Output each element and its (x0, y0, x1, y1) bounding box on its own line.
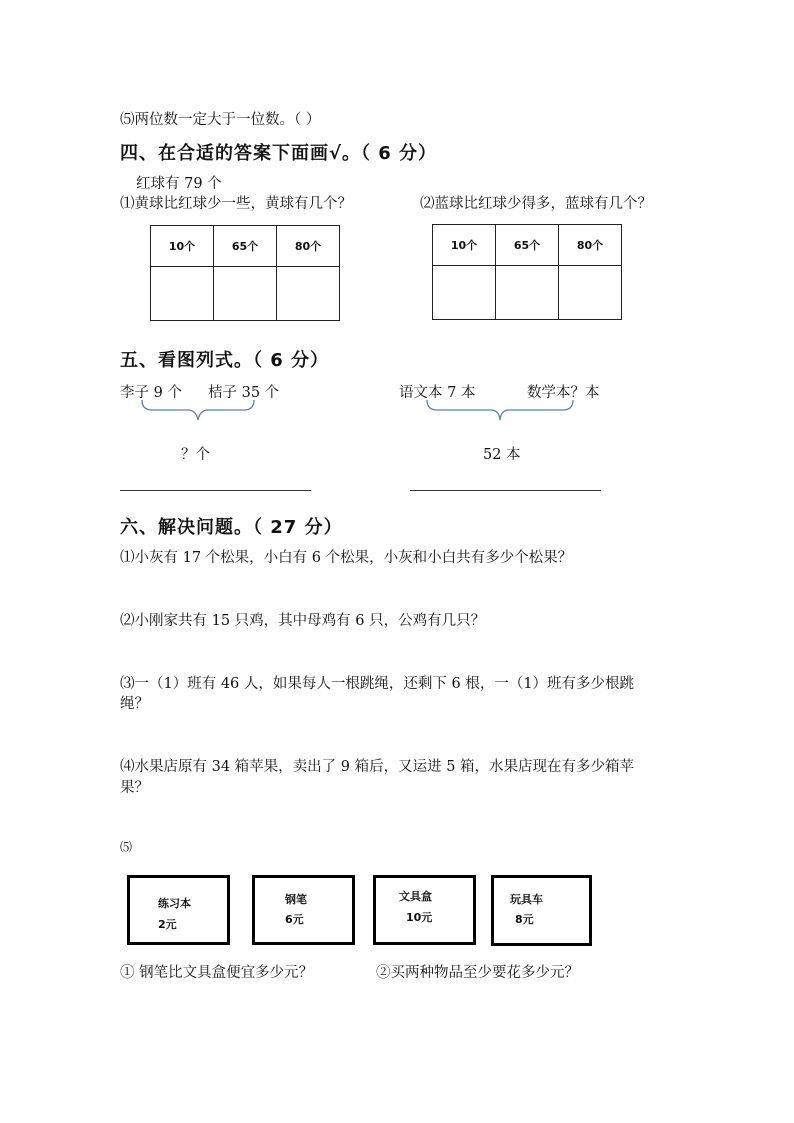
option-cell: 80个 (559, 225, 622, 266)
problem-5-label: ⑸ (120, 840, 133, 854)
problem-4-line-2: 果？ (120, 780, 149, 796)
item-name: 练习本 (158, 897, 191, 910)
right-brace (425, 398, 575, 424)
item-card-pencil-case (373, 875, 476, 945)
option-cell: 65个 (496, 225, 559, 266)
answer-line-right[interactable] (410, 490, 601, 491)
answer-cell[interactable] (277, 267, 340, 321)
problem-4-line-1: ⑷水果店原有 34 箱苹果，卖出了 9 箱后，又运进 5 箱，水果店现在有多少箱苹 (120, 759, 635, 775)
section-6-heading: 六、解决问题。（ 27 分） (120, 517, 343, 538)
item-price: 2元 (158, 918, 177, 931)
section-4-question-1: ⑴黄球比红球少一些，黄球有几个？ (120, 196, 352, 212)
right-total-label: 52 本 (483, 447, 521, 463)
answer-table-2 (432, 224, 622, 320)
left-total-label: ？个 (181, 447, 210, 463)
section-4-intro: 红球有 79 个 (136, 176, 222, 192)
option-cell: 65个 (214, 226, 277, 267)
option-cell: 10个 (151, 226, 214, 267)
item-name: 文具盒 (399, 890, 432, 903)
item-card-pen (252, 875, 355, 945)
oranges-label: 桔子 35 个 (208, 385, 280, 401)
problem-2: ⑵小刚家共有 15 只鸡，其中母鸡有 6 只，公鸡有几只？ (120, 613, 486, 629)
plums-label: 李子 9 个 (120, 385, 182, 401)
option-cell: 10个 (433, 225, 496, 266)
answer-cell[interactable] (496, 266, 559, 320)
answer-cell[interactable] (214, 267, 277, 321)
problem-1: ⑴小灰有 17 个松果，小白有 6 个松果，小灰和小白共有多少个松果？ (120, 550, 573, 566)
item-price: 8元 (515, 913, 534, 926)
item-price: 10元 (406, 911, 433, 924)
item-price: 6元 (285, 913, 304, 926)
math-books-label: 数学本？本 (527, 385, 600, 401)
answer-table-1 (150, 225, 340, 321)
section-5-heading: 五、看图列式。（ 6 分） (120, 350, 330, 371)
problem-3-line-2: 绳？ (120, 696, 149, 712)
item-name: 玩具车 (510, 893, 543, 906)
section-4-question-2: ⑵蓝球比红球少得多，蓝球有几个？ (420, 196, 652, 212)
item-name: 钢笔 (285, 893, 307, 906)
answer-cell[interactable] (151, 267, 214, 321)
answer-cell[interactable] (433, 266, 496, 320)
problem-3-line-1: ⑶一（1）班有 46 人，如果每人一根跳绳，还剩下 6 根，一（1）班有多少根跳 (120, 676, 635, 692)
answer-cell[interactable] (559, 266, 622, 320)
item-card-toy-car (491, 875, 592, 946)
section-4-heading: 四、在合适的答案下面画√。（ 6 分） (120, 143, 438, 164)
answer-line-left[interactable] (120, 490, 311, 491)
left-brace (140, 398, 256, 424)
option-cell: 80个 (277, 226, 340, 267)
chinese-books-label: 语文本 7 本 (399, 385, 476, 401)
problem-5-sub-2: ②买两种物品至少要花多少元？ (376, 965, 579, 981)
item-card-notebook (127, 875, 230, 945)
true-false-question-5: ⑸两位数一定大于一位数。（ ） (120, 112, 321, 128)
problem-5-sub-1: ① 钢笔比文具盒便宜多少元？ (120, 965, 314, 981)
